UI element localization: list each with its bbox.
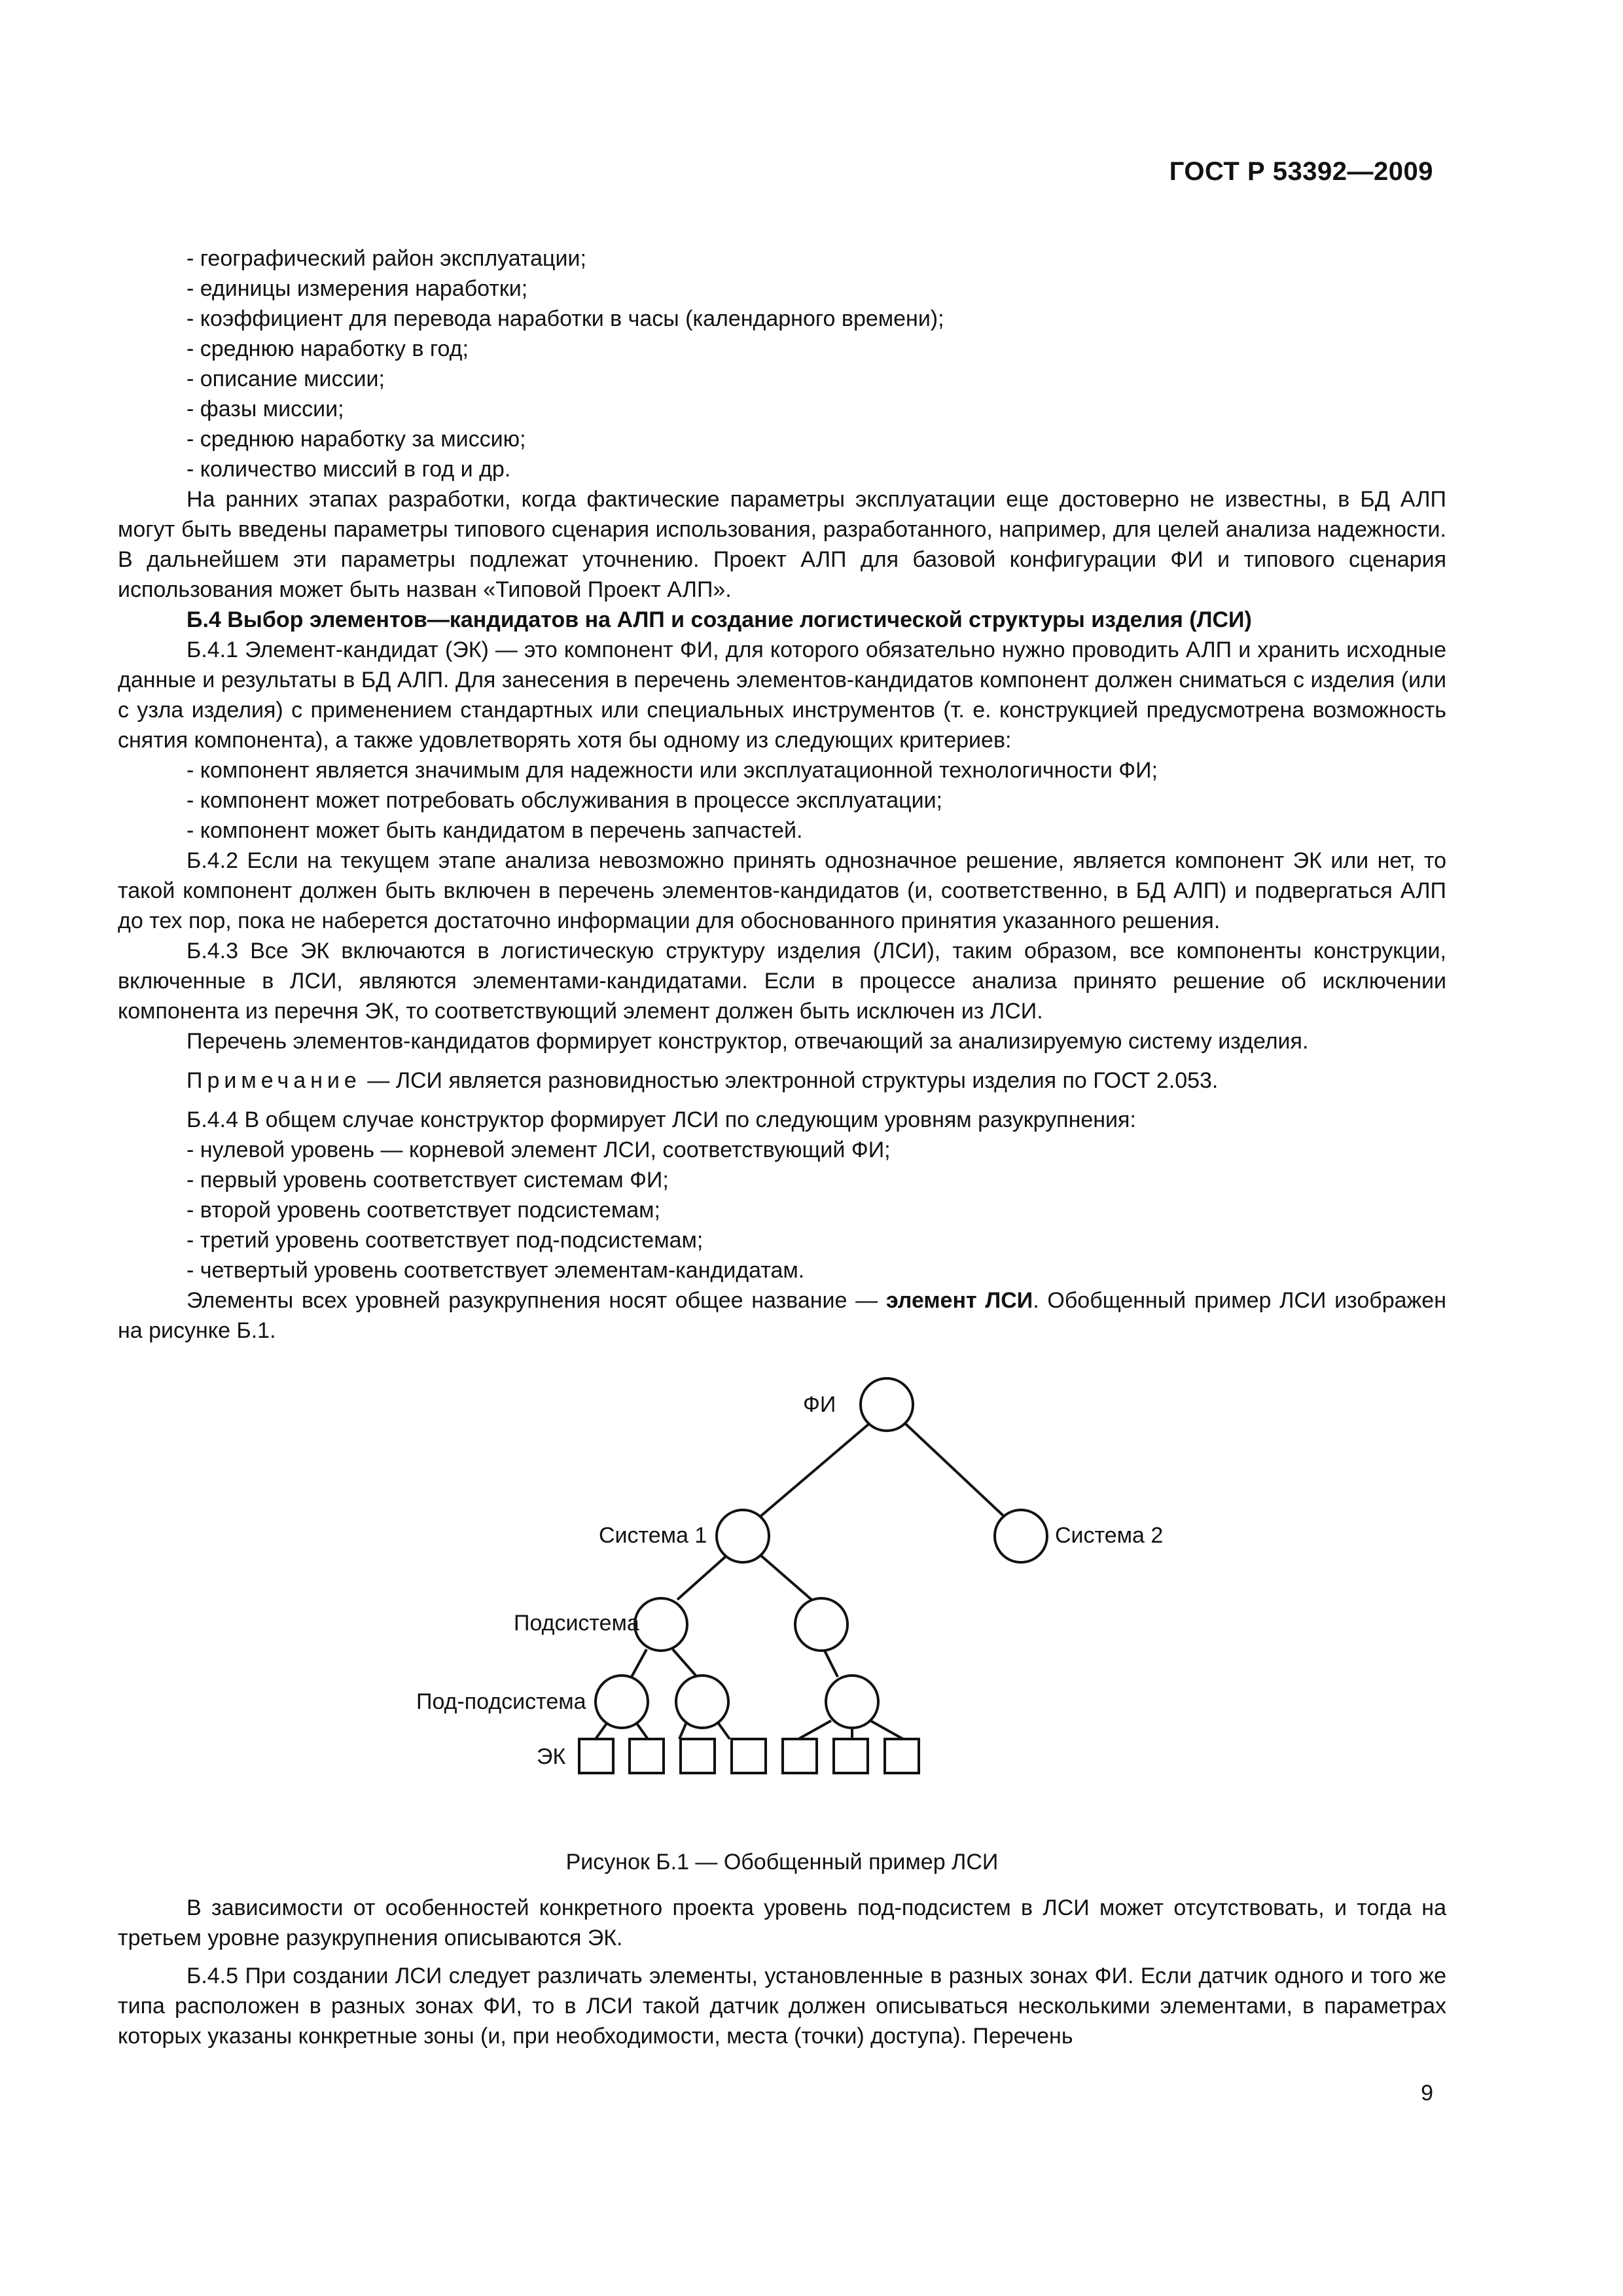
list-item: - фазы миссии; <box>187 397 344 422</box>
node-subsystem2 <box>795 1598 847 1651</box>
paragraph-depends: В зависимости от особенностей конкретного проекта уровень под-подсистем в ЛСИ может отсутствовать, и тогда на третьем уровне разукрупнения описываются ЭК. <box>118 1895 1446 1950</box>
label-root: ФИ <box>803 1392 836 1417</box>
list-item: - второй уровень соответствует подсистемам; <box>187 1198 660 1223</box>
ek-box <box>783 1739 817 1773</box>
ek-box <box>732 1739 766 1773</box>
list-operation-parameters <box>118 243 1446 484</box>
section-heading-b4: Б.4 Выбор элементов—кандидатов на АЛП и создание логистической структуры изделия (ЛСИ) <box>187 607 1252 632</box>
ek-box <box>681 1739 715 1773</box>
label-subsystem: Подсистема <box>514 1611 639 1636</box>
list-item: - коэффициент для перевода наработки в часы (календарного времени); <box>187 306 944 331</box>
label-ek: ЭК <box>537 1744 566 1769</box>
paragraph-b4-3: Б.4.3 Все ЭК включаются в логистическую структуру изделия (ЛСИ), таким образом, все компоненты конструкции, включенные в ЛСИ, являются элементами-кандидатами. Если в процессе анализа принято решение об исключении компонента из перечня ЭК, то соответствующий элемент должен быть исключен из ЛСИ. <box>118 939 1446 1024</box>
paragraph-b4-5: Б.4.5 При создании ЛСИ следует различать элементы, установленные в разных зонах ФИ. Если датчик одного и того же типа расположен в разных зонах ФИ, то в ЛСИ такой датчик должен описываться несколькими элементами, в параметрах которых указаны конкретные зоны (и, при необходимости, места (точки) доступа). Перечень <box>118 1964 1446 2049</box>
list-item: - нулевой уровень — корневой элемент ЛСИ, соответствующий ФИ; <box>187 1138 891 1162</box>
edge-root-system2 <box>903 1422 1011 1523</box>
document-body <box>118 243 1446 2051</box>
document-header: ГОСТ Р 53392—2009 <box>1169 157 1433 186</box>
list-item: - компонент является значимым для надежности или эксплуатационной технологичности ФИ; <box>187 758 1158 783</box>
ek-box <box>834 1739 868 1773</box>
text-run: Элементы всех уровней разукрупнения носят общее название — <box>187 1288 886 1313</box>
edge-subsystem1-node1 <box>632 1649 647 1677</box>
paragraph-early-stages: На ранних этапах разработки, когда фактические параметры эксплуатации еще достоверно не известны, в БД АЛП могут быть введены параметры типового сценария использования, разработанного, например, для целей анализа надежности. В дальнейшем эти параметры подлежат уточнению. Проект АЛП для базовой конфигурации ФИ и типового сценария использования может быть назван «Типовой Проект АЛП». <box>118 487 1446 602</box>
list-criteria <box>118 755 1446 846</box>
ek-box <box>579 1739 613 1773</box>
list-item: - среднюю наработку в год; <box>187 336 469 361</box>
edge-subsystem2-node3 <box>825 1651 838 1677</box>
node-subsubsystem2 <box>676 1676 728 1728</box>
label-subsubsystem: Под-подсистема <box>416 1689 586 1714</box>
edge-subsystem1-node2 <box>673 1649 697 1677</box>
label-system1: Система 1 <box>599 1523 707 1548</box>
paragraph-b4-1: Б.4.1 Элемент-кандидат (ЭК) — это компонент ФИ, для которого обязательно нужно проводить АЛП и хранить исходные данные и результаты в БД АЛП. Для занесения в перечень элементов-кандидатов компонент должен сниматься с изделия (или с узла изделия) с применением стандартных или специальных инструментов (т. е. конструкцией предусмотрена возможность снятия компонента), а также удовлетворять хотя бы одному из следующих критериев: <box>118 637 1446 753</box>
paragraph-b4-2: Б.4.2 Если на текущем этапе анализа невозможно принять однозначное решение, является компонент ЭК или нет, то такой компонент должен быть включен в перечень элементов-кандидатов (и, соответственно, в БД АЛП) и подвергаться АЛП до тех пор, пока не наберется достаточно информации для обоснованного принятия указанного решения. <box>118 848 1446 933</box>
ek-box <box>630 1739 664 1773</box>
paragraph-b4-4: Б.4.4 В общем случае конструктор формирует ЛСИ по следующим уровням разукрупнения: <box>187 1107 1136 1132</box>
text-run: . Обобщенный пример ЛСИ изображен на рисунке Б.1. <box>118 1288 1446 1343</box>
edge-system1-subsystem1 <box>677 1551 732 1600</box>
figure-caption: Рисунок Б.1 — Обобщенный пример ЛСИ <box>565 1850 999 1874</box>
list-item: - описание миссии; <box>187 367 385 391</box>
lsi-tree-diagram <box>118 1369 1446 1840</box>
list-item: - первый уровень соответствует системам ФИ; <box>187 1168 669 1193</box>
note-label: Примечание <box>187 1068 361 1093</box>
ek-box <box>885 1739 919 1773</box>
list-item: - компонент может быть кандидатом в перечень запчастей. <box>187 818 803 843</box>
edge-root-system1 <box>753 1422 872 1523</box>
paragraph-list-owner: Перечень элементов-кандидатов формирует конструктор, отвечающий за анализируемую систему изделия. <box>187 1029 1309 1054</box>
node-system1 <box>717 1510 769 1562</box>
list-item: - единицы измерения наработки; <box>187 276 528 301</box>
node-subsystem1 <box>635 1598 687 1651</box>
edge-system1-subsystem2 <box>756 1551 812 1600</box>
label-system2: Система 2 <box>1055 1523 1164 1548</box>
node-subsubsystem1 <box>596 1676 648 1728</box>
note <box>118 1066 1446 1096</box>
list-item: - среднюю наработку за миссию; <box>187 427 526 452</box>
edge-node3-ek7 <box>870 1721 903 1739</box>
list-item: - количество миссий в год и др. <box>187 457 511 482</box>
node-subsubsystem3 <box>826 1676 878 1728</box>
note-text: — ЛСИ является разновидностью электронной структуры изделия по ГОСТ 2.053. <box>361 1068 1219 1093</box>
figure-lsi-tree <box>118 1369 1446 1840</box>
list-item: - географический район эксплуатации; <box>187 246 586 271</box>
term-lsi-element: элемент ЛСИ <box>885 1288 1033 1313</box>
page-number: 9 <box>1421 2081 1433 2106</box>
list-item: - компонент может потребовать обслуживания в процессе эксплуатации; <box>187 788 943 813</box>
edge-node3-ek5 <box>798 1721 831 1739</box>
paragraph-elements <box>118 1285 1446 1346</box>
list-levels <box>118 1135 1446 1285</box>
node-root <box>861 1378 913 1431</box>
list-item: - четвертый уровень соответствует элементам-кандидатам. <box>187 1258 805 1283</box>
node-system2 <box>995 1510 1047 1562</box>
list-item: - третий уровень соответствует под-подсистемам; <box>187 1228 704 1253</box>
